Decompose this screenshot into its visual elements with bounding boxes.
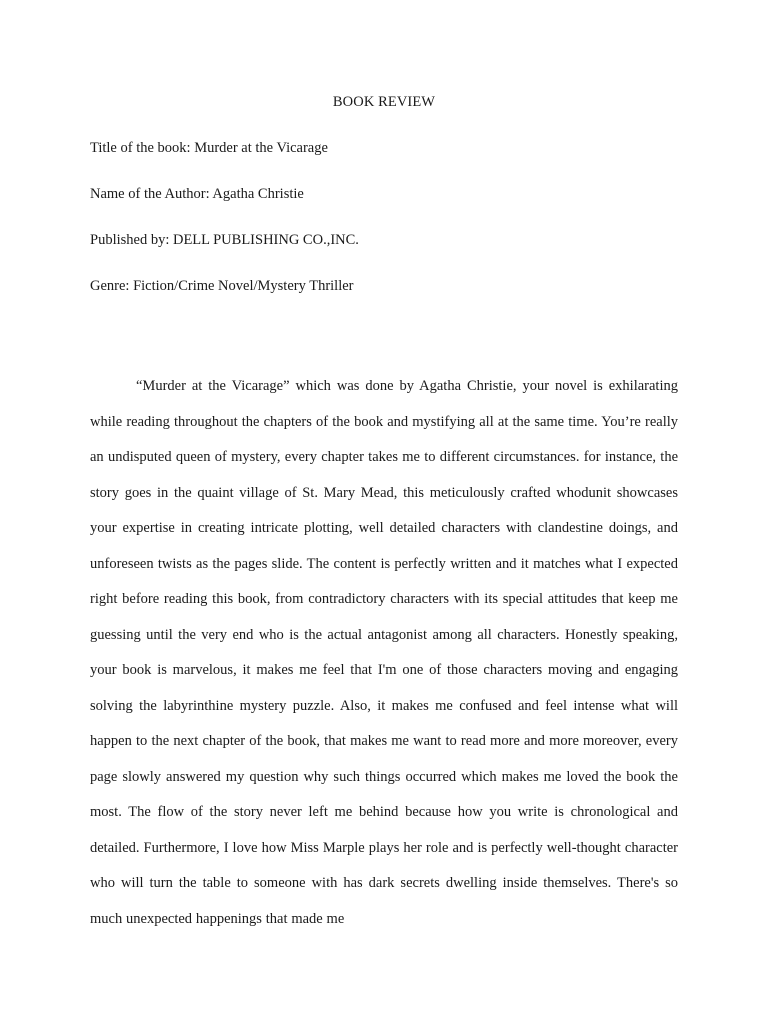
book-publisher-line: Published by: DELL PUBLISHING CO.,INC.	[90, 232, 359, 248]
book-genre-line: Genre: Fiction/Crime Novel/Mystery Thriller	[90, 278, 354, 294]
review-body-paragraph: “Murder at the Vicarage” which was done by Agatha Christie, your novel is exhilarating while reading throughout the chapters of the book and mystifying all at the same time. You’re really an undisputed queen of mystery, every chapter takes me to different circumstances. for instance, the story goes in the quaint village of St. Mary Mead, this meticulously crafted whodunit showcases your expertise in creating intricate plotting, well detailed characters with clandestine doings, and unforeseen twists as the pages slide. The content is perfectly written and it matches what I expected right before reading this book, from contradictory characters with its special attitudes that keep me guessing until the very end who is the actual antagonist among all characters. Honestly speaking, your book is marvelous, it makes me feel that I'm one of those characters moving and engaging solving the labyrinthine mystery puzzle. Also, it makes me confused and feel intense what will happen to the next chapter of the book, that makes me want to read more and more moreover, every page slowly answered my question why such things occurred which makes me loved the book the most. The flow of the story never left me behind because how you write is chronological and detailed. Furthermore, I love how Miss Marple plays her role and is perfectly well-thought character who will turn the table to someone with has dark secrets dwelling inside themselves. There's so much unexpected happenings that made me	[90, 378, 678, 927]
document-heading: BOOK REVIEW	[332, 94, 436, 110]
book-title-line: Title of the book: Murder at the Vicarage	[90, 140, 328, 156]
book-author-line: Name of the Author: Agatha Christie	[90, 186, 304, 202]
